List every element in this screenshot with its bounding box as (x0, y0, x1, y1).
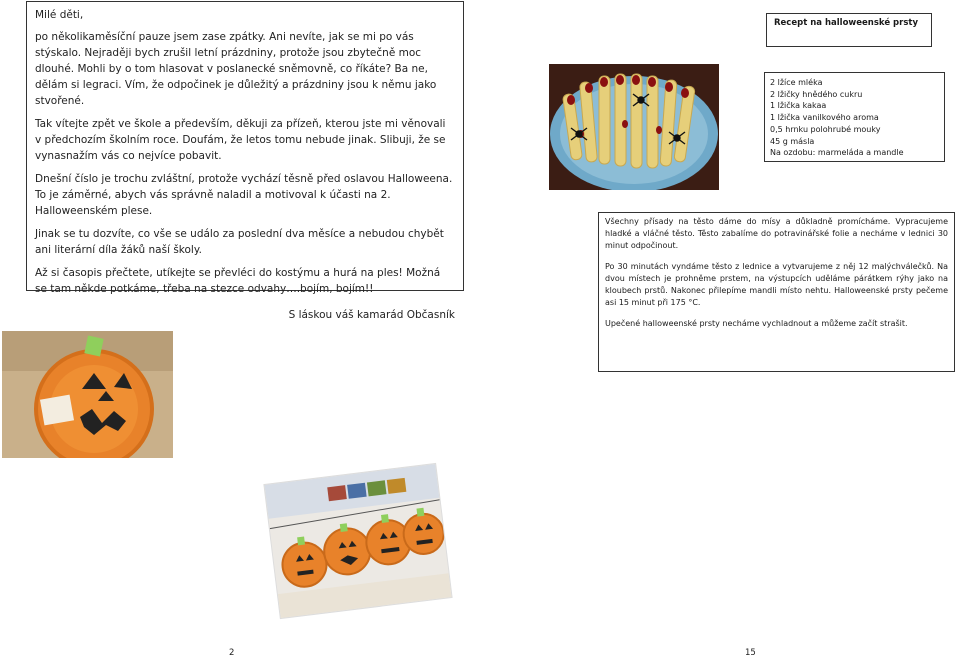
ingredient-item: 1 lžička vanilkového aroma (770, 113, 879, 123)
fingers-illustration (549, 64, 719, 190)
pumpkin-craft-illustration (264, 464, 451, 618)
letter-paragraph: Jinak se tu dozvíte, co vše se událo za poslední dva měsíce a nebudou chybět ani literární díla žáků naší školy. (35, 228, 444, 256)
letter-paragraph: Dnešní číslo je trochu zvláštní, protože vychází těsně před oslavou Halloweena. To je záměrné, abych vás správně naladil a motivoval k účasti na 2. Halloweenském plese. (35, 173, 453, 217)
letter-signature: S láskou váš kamarád Občasník (288, 309, 455, 321)
ingredient-item: 0,5 hrnku polohrubé mouky (770, 124, 881, 134)
letter-paragraph: Tak vítejte zpět ve škole a především, děkuji za přízeň, kterou jste mi věnovali v předchozím školním roce. Doufám, že letos tomu nebude jinak. Slibuji, že se vynasnažím vás co nejvíce pobavit. (35, 118, 446, 162)
pumpkin-plate-illustration (2, 331, 173, 458)
page-number-left: 2 (229, 648, 235, 658)
page-number-right: 15 (745, 648, 756, 658)
recipe-instructions-box (598, 212, 955, 372)
recipe-step: Upečené halloweenské prsty necháme vychladnout a můžeme začít strašit. (605, 319, 908, 328)
paper-plate-pumpkin-photo (2, 331, 173, 458)
recipe-step: Všechny přísady na těsto dáme do mísy a důkladně promícháme. Vypracujeme hladké a vláčné těsto. Těsto zabalíme do potravinářské folie a necháme v lednici 30 minut odpočinout. (605, 217, 948, 250)
letter-paragraph: po několikaměsíční pauze jsem zase zpátky. Ani nevíte, jak se mi po vás stýskalo. Nejraději bych zrušil letní prázdniny, protože jsou zbytečně moc dlouhé. Mohli by o tom hlasovat v poslanecké sněmovně, co říkáte? Ba ne, dělám si legraci. Vím, že odpočinek je důležitý a prázdniny jsou k němu jako stvořené. (35, 31, 437, 107)
ingredients-box (764, 72, 945, 162)
halloween-fingers-photo (549, 64, 719, 190)
recipe-step: Po 30 minutách vyndáme těsto z lednice a vytvarujeme z něj 12 malýchválečků. Na dvou místech je prohněme prstem, na výstupcích uděláme párátkem rýhy jako na kloubech prstů. Nakonec přilepíme mandli místo nehtu. Halloweenské prsty pečeme asi 15 minut při 175 °C. (605, 262, 948, 307)
recipe-title: Recept na halloweenské prsty (774, 18, 919, 28)
letter-box (26, 1, 464, 321)
recipe-title-box (766, 13, 932, 47)
ingredient-item: Na ozdobu: marmeláda a mandle (770, 148, 904, 158)
ingredient-item: 2 lžíce mléka (770, 78, 823, 87)
ingredient-item: 45 g másla (770, 136, 815, 146)
letter-greeting: Milé děti, (35, 9, 84, 21)
letter-paragraph: Až si časopis přečtete, utíkejte se převléci do kostýmu a hurá na ples! Možná se tam někde potkáme, třeba na stezce odvahy….bojím, bojím!! (35, 267, 441, 295)
ingredient-item: 1 lžička kakaa (770, 101, 827, 111)
ingredient-item: 2 lžičky hnědého cukru (770, 89, 863, 99)
pumpkin-craft-photo (264, 464, 451, 618)
